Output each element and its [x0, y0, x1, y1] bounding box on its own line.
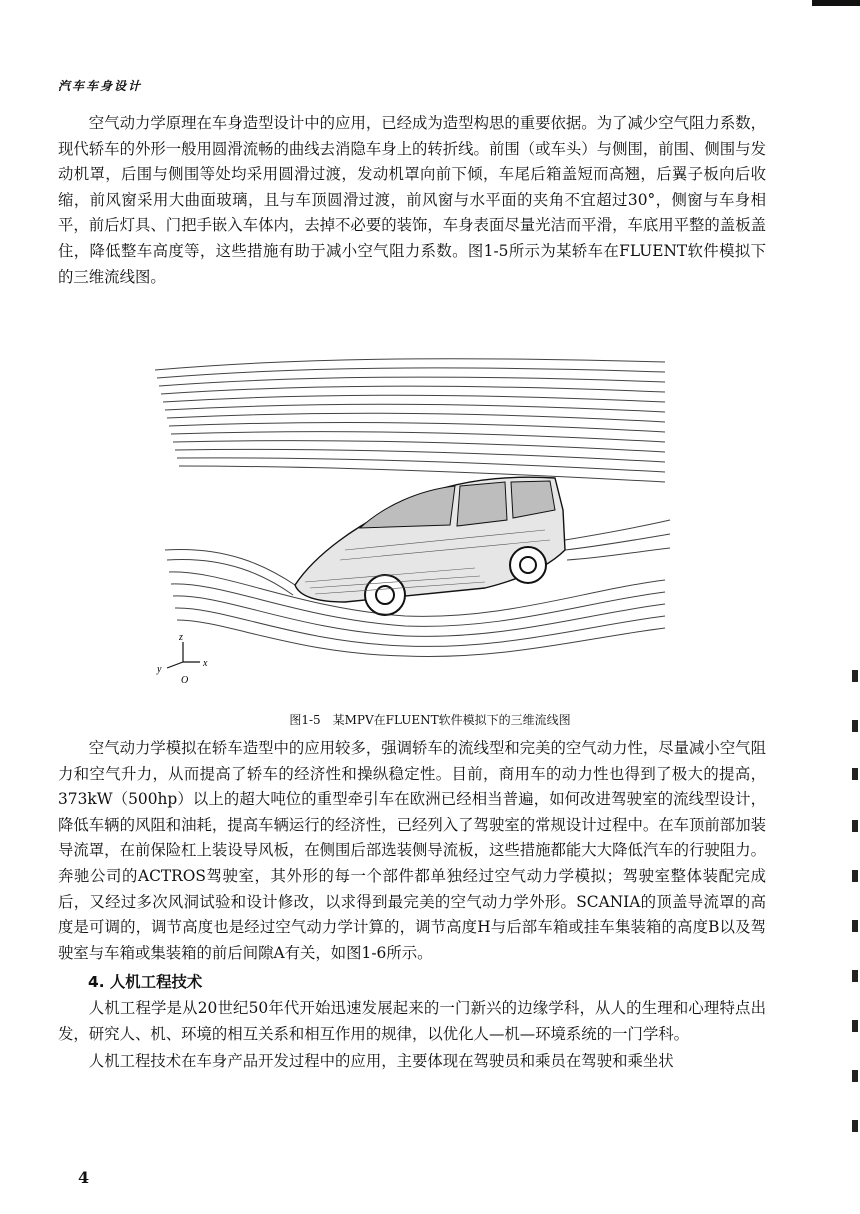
axis-label-y: y [157, 664, 162, 675]
scan-edge-marks [844, 650, 860, 1170]
axis-label-x: x [203, 658, 208, 669]
running-head: 汽车车身设计 [58, 79, 143, 93]
scan-corner-mark [812, 0, 860, 6]
section-heading: 4. 人机工程技术 [88, 973, 203, 991]
page-number: 4 [78, 1168, 90, 1187]
paragraph-ergonomics-definition: 人机工程学是从20世纪50年代开始迅速发展起来的一门新兴的边缘学科，从人的生理和心理特点出发，研究人、机、环境的相互关系和相互作用的规律，以优化人—机—环境系统的一门学科。 [58, 999, 766, 1043]
figure-caption: 图1-5 某MPV在FLUENT软件模拟下的三维流线图 [289, 713, 571, 727]
coordinate-axes [167, 642, 200, 668]
streamlines-upper [155, 359, 665, 482]
paragraph-aero-simulation: 空气动力学模拟在轿车造型中的应用较多，强调轿车的流线型和完美的空气动力性，尽量减小空气阻力和空气升力，从而提高了轿车的经济性和操纵稳定性。目前，商用车的动力性也得到了极大的提高，373kW（500hp）以上的超大吨位的重型牵引车在欧洲已经相当普遍，如何改进驾驶室的流线型设计，降低车辆的风阻和油耗，提高车辆运行的经济性，已经列入了驾驶室的常规设计过程中。在车顶前部加装导流罩，在前保险杠上装设导风板，在侧围后部选装侧导流板，这些措施都能大大降低汽车的行驶阻力。奔驰公司的ACTROS驾驶室，其外形的每一个部件都单独经过空气动力学模拟；驾驶室整体装配完成后，又经过多次风洞试验和设计修改，以求得到最完美的空气动力学外形。SCANIA的顶盖导流罩的高度是可调的，调节高度也是经过空气动力学计算的，调节高度H与后部车箱或挂车集装箱的高度B以及驾驶室与车箱或集装箱的前后间隙A有关，如图1-6所示。 [58, 739, 766, 962]
paragraph-aerodynamics-intro: 空气动力学原理在车身造型设计中的应用，已经成为造型构思的重要依据。为了减少空气阻力系数，现代轿车的外形一般用圆滑流畅的曲线去消隐车身上的转折线。前围（或车头）与侧围，前围、侧围与发动机罩，后围与侧围等处均采用圆滑过渡，发动机罩向前下倾，车尾后箱盖短而高翘，后翼子板向后收缩，前风窗采用大曲面玻璃，且与车顶圆滑过渡，前风窗与水平面的夹角不宜超过30°，侧窗与车身相平，前后灯具、门把手嵌入车体内，去掉不必要的装饰，车身表面尽量光洁而平滑，车底用平整的盖板盖住，降低整车高度等，这些措施有助于减小空气阻力系数。图1-5所示为某轿车在FLUENT软件模拟下的三维流线图。 [58, 114, 766, 286]
axis-label-z: z [179, 632, 183, 643]
axis-label-origin: O [181, 675, 189, 686]
paragraph-ergonomics-application: 人机工程技术在车身产品开发过程中的应用，主要体现在驾驶员和乘员在驾驶和乘坐状 [88, 1052, 674, 1070]
streamline-figure [145, 350, 675, 690]
